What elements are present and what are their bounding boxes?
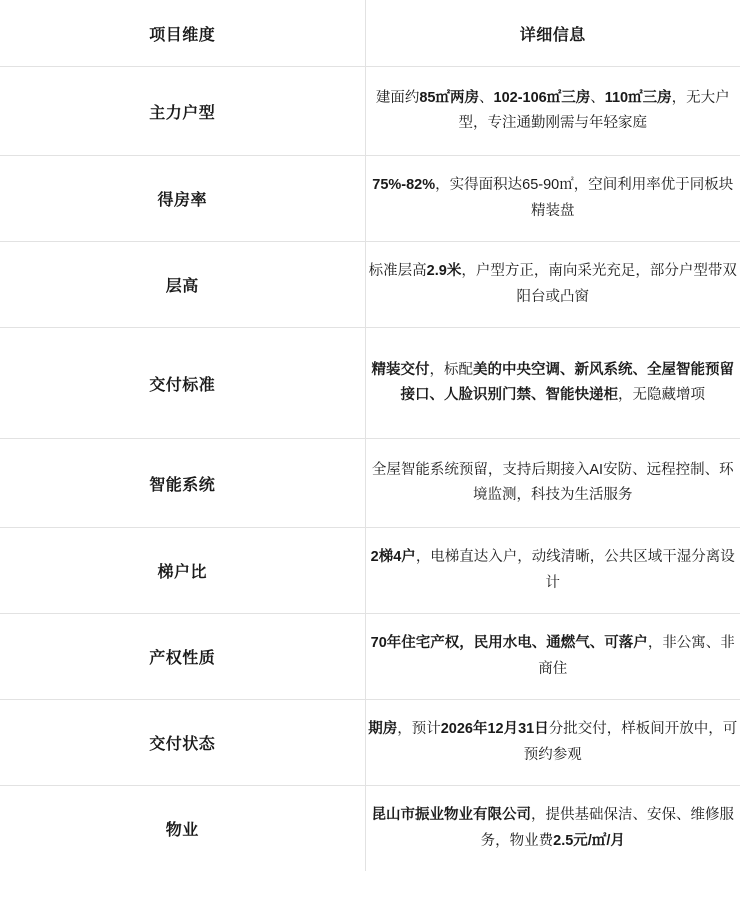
row-detail — [365, 242, 740, 328]
row-dimension: 主力户型 — [0, 67, 365, 156]
header-dimension: 项目维度 — [0, 0, 365, 67]
table-row — [0, 439, 740, 528]
row-dimension: 智能系统 — [0, 439, 365, 528]
row-detail-text: 期房，预计2026年12月31日分批交付，样板间开放中，可预约参观 — [368, 721, 738, 763]
row-detail — [365, 528, 740, 614]
row-detail — [365, 614, 740, 700]
table-header-row — [0, 0, 740, 67]
row-dimension: 得房率 — [0, 156, 365, 242]
table-row — [0, 67, 740, 156]
row-detail — [365, 67, 740, 156]
row-dimension: 层高 — [0, 242, 365, 328]
table-row — [0, 242, 740, 328]
row-dimension: 物业 — [0, 786, 365, 872]
row-detail — [365, 786, 740, 872]
header-detail: 详细信息 — [365, 0, 740, 67]
table-row — [0, 328, 740, 439]
row-detail-text: 精装交付，标配美的中央空调、新风系统、全屋智能预留接口、人脸识别门禁、智能快递柜，无隐藏增项 — [371, 361, 734, 403]
row-detail-text: 标准层高2.9米，户型方正，南向采光充足，部分户型带双阳台或凸窗 — [368, 263, 737, 305]
row-detail — [365, 328, 740, 439]
table-row — [0, 700, 740, 786]
row-dimension: 梯户比 — [0, 528, 365, 614]
row-detail — [365, 439, 740, 528]
row-detail-text: 建面约85㎡两房、102-106㎡三房、110㎡三房，无大户型，专注通勤刚需与年轻家庭 — [375, 89, 730, 131]
row-detail-text: 70年住宅产权，民用水电、通燃气、可落户，非公寓、非商住 — [370, 635, 735, 677]
table-row — [0, 156, 740, 242]
row-detail-text: 2梯4户，电梯直达入户，动线清晰，公共区域干湿分离设计 — [370, 549, 735, 591]
table-row — [0, 786, 740, 872]
row-detail-text: 全屋智能系统预留，支持后期接入AI安防、远程控制、环境监测，科技为生活服务 — [371, 461, 734, 503]
row-detail — [365, 700, 740, 786]
row-dimension: 交付状态 — [0, 700, 365, 786]
table-row — [0, 614, 740, 700]
row-detail-text: 75%-82%，实得面积达65-90㎡，空间利用率优于同板块精装盘 — [372, 177, 734, 219]
row-dimension: 交付标准 — [0, 328, 365, 439]
table-row — [0, 528, 740, 614]
table-body — [0, 67, 740, 872]
row-detail-text: 昆山市振业物业有限公司，提供基础保洁、安保、维修服务，物业费2.5元/㎡/月 — [371, 807, 734, 849]
row-detail — [365, 156, 740, 242]
row-dimension: 产权性质 — [0, 614, 365, 700]
